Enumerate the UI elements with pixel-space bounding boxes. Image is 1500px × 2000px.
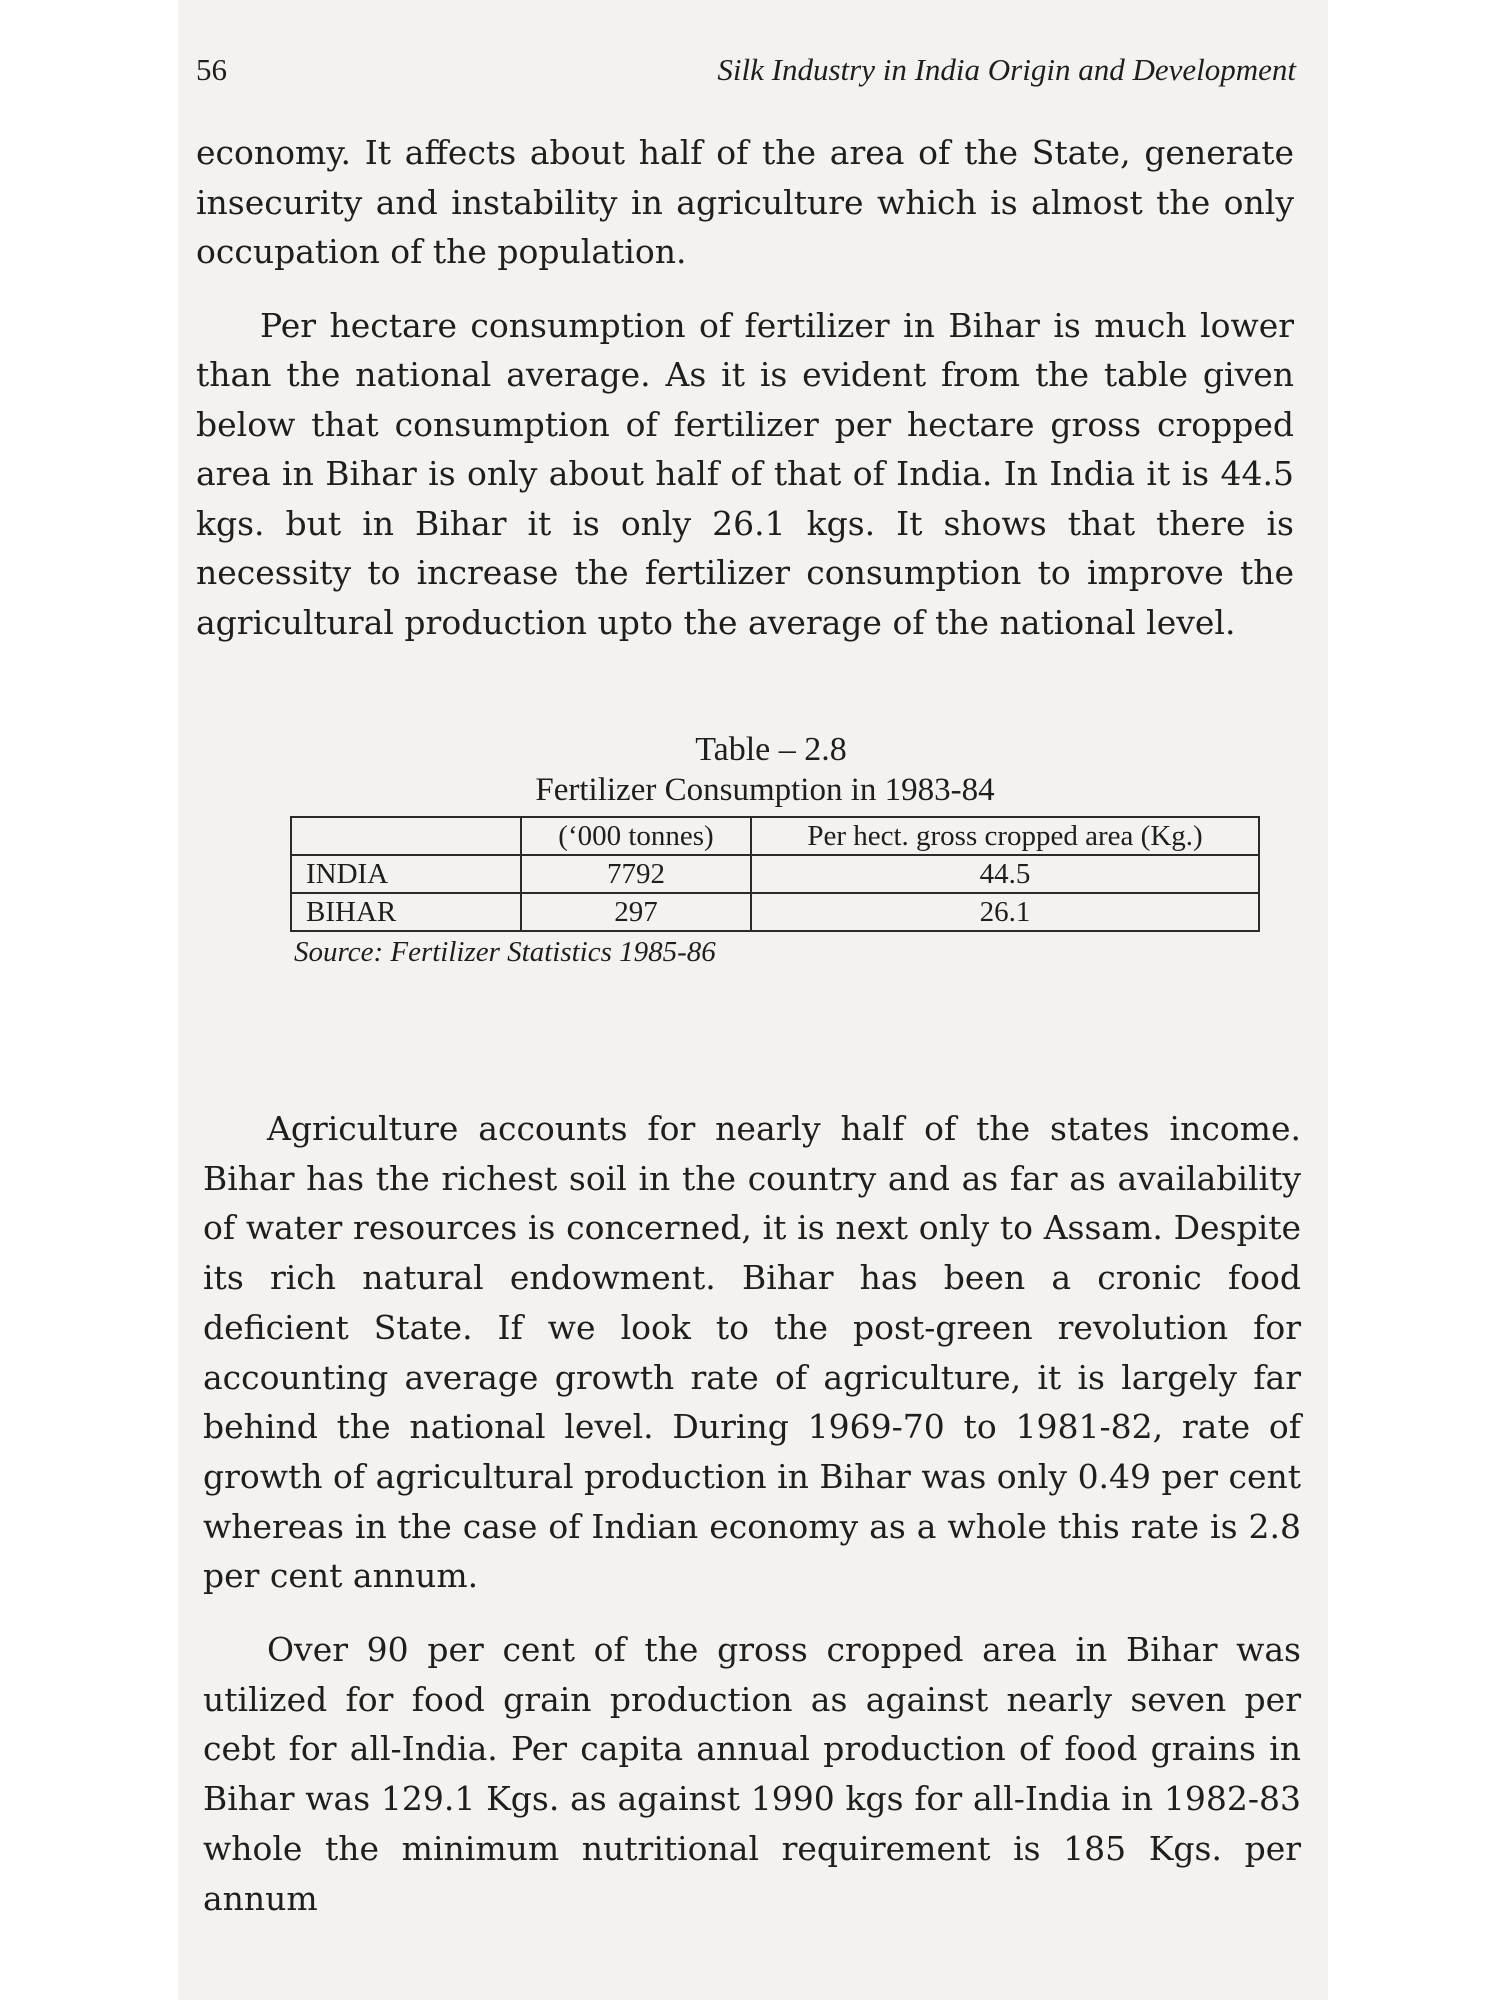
- table-cell: INDIA: [291, 855, 521, 893]
- paragraph: Agriculture accounts for nearly half of the states income. Bihar has the richest soil in the country and as far as availability of water resources is concerned, it is next only to Assam. Despite its rich natural endowment. Bihar has been a cronic food deficient State. If we look to the post-green revolution for accounting average growth rate of agriculture, it is largely far behind the national level. During 1969-70 to 1981-82, rate of growth of agricultural production in Bihar was only 0.49 per cent whereas in the case of Indian economy as a whole this rate is 2.8 per cent annum.: [203, 1109, 1301, 1596]
- table-header-cell: Per hect. gross cropped area (Kg.): [751, 817, 1259, 855]
- body-text-bottom: [203, 1104, 1301, 1923]
- table-block: [290, 730, 1260, 969]
- table-header-cell: [291, 817, 521, 855]
- running-title: Silk Industry in India Origin and Development: [717, 52, 1296, 87]
- body-text-top: [196, 128, 1294, 647]
- paragraph: Over 90 per cent of the gross cropped area in Bihar was utilized for food grain production as against nearly seven per cebt for all-India. Per capita annual production of food grains in Bihar was 129.1 Kgs. as against 1990 kgs for all-India in 1982-83 whole the minimum nutritional requirement is 185 Kgs. per annum: [203, 1630, 1301, 1918]
- table-number: Table – 2.8: [695, 731, 847, 768]
- table-cell: 7792: [521, 855, 751, 893]
- table-cell: 297: [521, 893, 751, 931]
- page-header: [196, 52, 1296, 96]
- table-row: [291, 893, 1259, 931]
- table-source: Source: Fertilizer Statistics 1985-86: [294, 936, 716, 968]
- table-cell: 26.1: [751, 893, 1259, 931]
- paragraph: Per hectare consumption of fertilizer in Bihar is much lower than the national average. As it is evident from the table given below that consumption of fertilizer per hectare gross cropped area in Bihar is only about half of that of India. In India it is 44.5 kgs. but in Bihar it is only 26.1 kgs. It shows that there is necessity to increase the fertilizer consumption to improve the agricultural production upto the average of the national level.: [196, 305, 1294, 642]
- table-header-cell: (‘000 tonnes): [521, 817, 751, 855]
- table-title: Fertilizer Consumption in 1983-84: [535, 772, 995, 808]
- paragraph: economy. It affects about half of the area of the State, generate insecurity and instability in agriculture which is almost the only occupation of the population.: [196, 133, 1294, 271]
- table-row: [291, 855, 1259, 893]
- table-cell: 44.5: [751, 855, 1259, 893]
- table-cell: BIHAR: [291, 893, 521, 931]
- table-header-row: [291, 817, 1259, 855]
- page-number: 56: [196, 52, 227, 87]
- fertilizer-table: [290, 816, 1260, 932]
